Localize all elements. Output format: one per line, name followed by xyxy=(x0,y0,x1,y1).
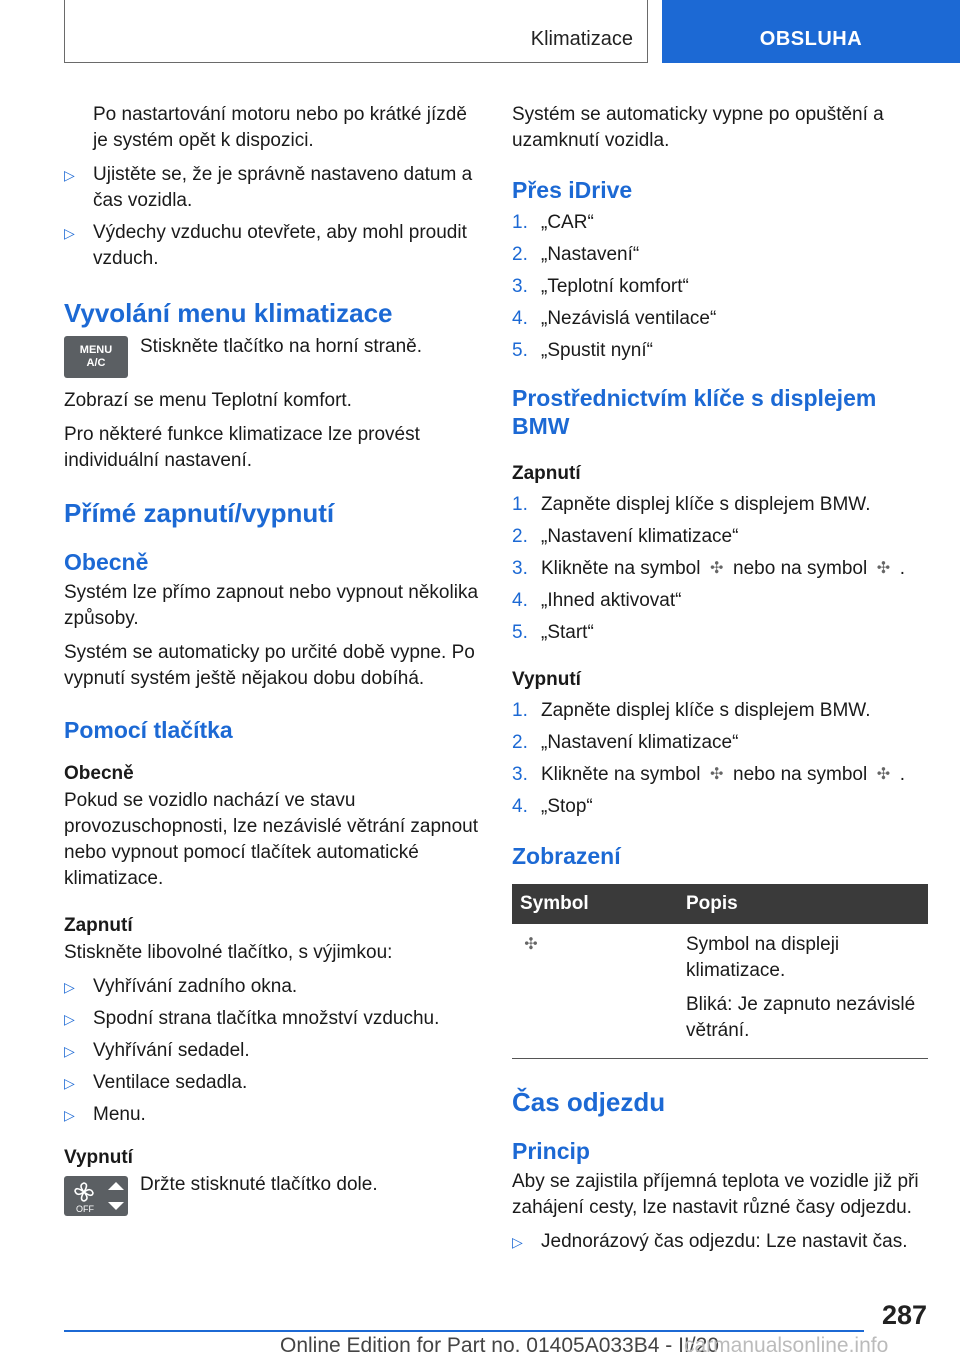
general-text-2: Systém se automaticky po určité době vypne. Po vypnutí systém ještě nějakou dobu dobíhá. xyxy=(64,642,475,689)
list-item: 2. „Nastavení klimatizace“ xyxy=(512,526,739,547)
footer-edition: Online Edition for Part no. 01405A033B4 - II/20 xyxy=(280,1334,719,1357)
triangle-icon: ▷ xyxy=(64,225,75,241)
list-item: ▷ Spodní strana tlačítka množství vzduchu. xyxy=(64,1006,480,1032)
heading-button: Pomocí tlačítka xyxy=(64,717,233,743)
heading-zapnuti: Zapnutí xyxy=(64,915,133,936)
list-item: 2. „Nastavení“ xyxy=(512,244,640,265)
list-item: ▷ Ventilace sedadla. xyxy=(64,1070,480,1096)
footer-watermark: carmanualsonline.info xyxy=(684,1334,889,1357)
header-chapter: Klimatizace xyxy=(530,28,633,50)
fan-blink-symbol-icon: ✣ xyxy=(876,766,891,784)
zapnuti-text: Stiskněte libovolné tlačítko, s výjimkou: xyxy=(64,942,393,963)
heading-direct: Přímé zapnutí/vypnutí xyxy=(64,498,335,528)
fan-icon xyxy=(64,1176,128,1216)
list-item: 1. Zapněte displej klíče s displejem BMW. xyxy=(512,700,871,722)
header-section: OBSLUHA xyxy=(759,28,863,50)
triangle-icon: ▷ xyxy=(64,1043,75,1059)
fan-symbol-icon: ✣ xyxy=(710,560,724,577)
off-button-row xyxy=(64,1176,480,1216)
general-text-1: Systém lze přímo zapnout nebo vypnout několika způsoby. xyxy=(64,582,479,629)
list-item: 1. „CAR“ xyxy=(512,212,594,233)
right-column xyxy=(512,102,928,1263)
off-instruction: Držte stisknuté tlačítko dole. xyxy=(140,1174,378,1195)
menu-text-2: Pro některé funkce klimatizace lze provést individuální nastavení. xyxy=(64,424,420,471)
list-item: 3. „Teplotní komfort“ xyxy=(512,276,689,297)
table-cell-symbol xyxy=(512,924,678,1059)
list-item: 3. Klikněte na symbol ✣ nebo na symbol ✣ . xyxy=(512,556,928,582)
button-text: Pokud se vozidlo nachází ve stavu provozuschopnosti, lze nezávislé větrání zapnout nebo vypnout pomocí tlačítek automatické klimatizace. xyxy=(64,790,479,889)
list-item: 2. „Nastavení klimatizace“ xyxy=(512,732,739,754)
bullet-list-1 xyxy=(64,162,480,272)
fan-symbol-icon: ✣ xyxy=(524,936,538,954)
list-item: 4. „Ihned aktivovat“ xyxy=(512,590,682,612)
intro-text: Po nastartování motoru nebo po krátké jízdě je systém opět k dispozici. xyxy=(93,104,467,151)
heading-display: Zobrazení xyxy=(512,843,621,870)
list-item: ▷ Jednorázový čas odjezdu: Lze nastavit čas. xyxy=(512,1229,928,1255)
list-item: ▷ Ujistěte se, že je správně nastaveno datum a čas vozidla. xyxy=(64,164,473,211)
menu-ac-button-icon: MENU A/C xyxy=(64,336,128,378)
auto-off-text: Systém se automaticky vypne po opuštění a uzamknutí vozidla. xyxy=(512,104,884,151)
table-cell-desc: Symbol na displeji klimatizace. Bliká: Je zapnuto nezávislé větrání. xyxy=(678,924,928,1059)
fan-blink-symbol-icon: ✣ xyxy=(876,560,891,577)
bullet-list-right xyxy=(512,1229,928,1255)
list-item: 4. „Stop“ xyxy=(512,796,593,818)
table-row xyxy=(512,924,928,1059)
fan-symbol-icon: ✣ xyxy=(710,766,724,784)
footer-divider xyxy=(64,1330,864,1332)
zap-steps xyxy=(512,492,928,646)
heading-vypnuti: Vypnutí xyxy=(64,1147,133,1168)
triangle-icon: ▷ xyxy=(64,1011,75,1027)
menu-text-1: Zobrazí se menu Teplotní komfort. xyxy=(64,390,352,411)
list-item: ▷ Menu. xyxy=(64,1102,480,1128)
idrive-steps xyxy=(512,210,928,364)
vyp-steps xyxy=(512,698,928,820)
heading-vyp: Vypnutí xyxy=(512,669,581,691)
list-item: 4. „Nezávislá ventilace“ xyxy=(512,308,717,329)
header-section-box xyxy=(662,0,960,63)
principle-text: Aby se zajistila příjemná teplota ve vozidle již při zahájení cesty, lze nastavit různé časy odjezdu. xyxy=(512,1171,919,1219)
fan-off-button-icon xyxy=(64,1176,128,1216)
header-chapter-box xyxy=(64,0,648,63)
list-item: ▷ Vyhřívání sedadel. xyxy=(64,1038,480,1064)
triangle-icon: ▷ xyxy=(512,1234,523,1251)
heading-principle: Princip xyxy=(512,1138,590,1165)
list-item: ▷ Vyhřívání zadního okna. xyxy=(64,974,480,1000)
symbol-table xyxy=(512,884,928,1059)
page-number: 287 xyxy=(881,1300,927,1330)
heading-idrive: Přes iDrive xyxy=(512,177,633,203)
heading-departure: Čas odjezdu xyxy=(512,1087,666,1118)
menu-instruction: Stiskněte tlačítko na horní straně. xyxy=(140,336,422,357)
menu-button-row xyxy=(64,336,480,378)
table-header-desc: Popis xyxy=(678,884,928,924)
left-column xyxy=(64,102,480,1226)
heading-obecne: Obecně xyxy=(64,763,134,784)
triangle-icon: ▷ xyxy=(64,1075,75,1091)
list-item: 3. Klikněte na symbol ✣ nebo na symbol ✣ . xyxy=(512,762,928,788)
heading-menu: Vyvolání menu klimatizace xyxy=(64,298,393,328)
triangle-icon: ▷ xyxy=(64,1107,75,1123)
triangle-icon: ▷ xyxy=(64,979,75,995)
table-header-symbol: Symbol xyxy=(512,884,678,924)
heading-zap: Zapnutí xyxy=(512,463,581,484)
list-item: 5. „Start“ xyxy=(512,622,594,644)
list-item: ▷ Výdechy vzduchu otevřete, aby mohl proudit vzduch. xyxy=(64,222,467,269)
svg-text:OFF: OFF xyxy=(76,1204,94,1214)
heading-general: Obecně xyxy=(64,549,149,575)
bullet-list-2 xyxy=(64,974,480,1128)
list-item: 5. „Spustit nyní“ xyxy=(512,340,653,361)
heading-key-display: Prostřednictvím klíče s displejem BMW xyxy=(512,385,877,439)
triangle-icon: ▷ xyxy=(64,167,75,183)
list-item: 1. Zapněte displej klíče s displejem BMW. xyxy=(512,494,871,515)
